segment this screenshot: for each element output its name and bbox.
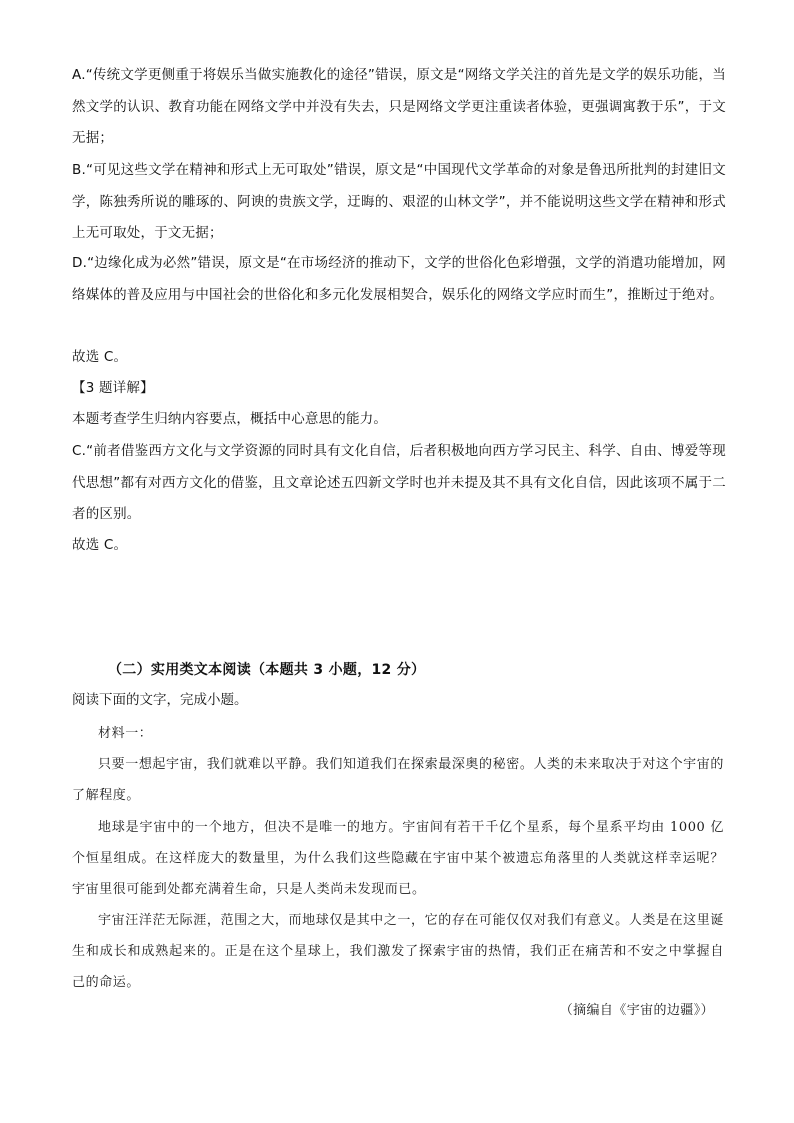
answer-conclusion-2 <box>72 530 726 562</box>
material-paragraph-1 <box>72 749 724 811</box>
detail-description <box>72 404 726 436</box>
answer-conclusion-2-text: 故选 C。 <box>72 537 128 553</box>
detail-description-text: 本题考查学生归纳内容要点，概括中心意思的能力。 <box>72 411 388 427</box>
material-paragraph-2 <box>72 812 724 905</box>
material-source: （摘编自《宇宙的边疆》） <box>559 1003 714 1018</box>
analysis-option-a-text: A.“传统文学更侧重于将娱乐当做实施教化的途径”错误，原文是“网络文学关注的首先是文学的娱乐功能，当然文学的认识、教育功能在网络文学中并没有失去，只是网络文学更注重读者体验，更强调寓教于乐”，于文无据； <box>72 67 726 146</box>
reading-instruction: 阅读下面的文字，完成小题。 <box>72 692 248 708</box>
material-paragraph-3-text: 宇宙汪洋茫无际涯，范围之大，而地球仅是其中之一，它的存在可能仅仅对我们有意义。人类是在这里诞生和成长和成熟起来的。正是在这个星球上，我们激发了探索宇宙的热情，我们正在痛苦和不安之中掌握自己的命运。 <box>72 913 724 990</box>
analysis-option-a <box>72 60 726 155</box>
answer-conclusion-1 <box>72 342 726 374</box>
analysis-option-d <box>72 248 726 311</box>
detail-heading <box>72 373 726 405</box>
analysis-option-d-text: D.“边缘化成为必然”错误，原文是“在市场经济的推动下，文学的世俗化色彩增强，文学的消遣功能增加，网络媒体的普及应用与中国社会的世俗化和多元化发展相契合，娱乐化的网络文学应时而生”，推断过于绝对。 <box>72 255 726 303</box>
material-label <box>72 718 724 749</box>
material-paragraph-1-text: 只要一想起宇宙，我们就难以平静。我们知道我们在探索最深奥的秘密。人类的未来取决于对这个宇宙的了解程度。 <box>72 757 724 803</box>
material-label-text: 材料一： <box>98 726 153 741</box>
analysis-option-c-text: C.“前者借鉴西方文化与文学资源的同时具有文化自信，后者积极地向西方学习民主、科学、自由、博爱等现代思想”都有对西方文化的借鉴，且文章论述五四新文学时也并未提及其不具有文化自信，因此该项不属于二者的区别。 <box>72 443 726 522</box>
detail-heading-text: 【3 题详解】 <box>72 380 154 396</box>
analysis-option-c <box>72 436 726 531</box>
analysis-option-b <box>72 155 726 250</box>
section-heading: （二）实用类文本阅读（本题共 3 小题，12 分） <box>108 662 426 678</box>
analysis-option-b-text: B.“可见这些文学在精神和形式上无可取处”错误，原文是“中国现代文学革命的对象是鲁迅所批判的封建旧文学，陈独秀所说的雕琢的、阿谀的贵族文学，迂晦的、艰涩的山林文学”，并不能说明这些文学在精神和形式上无可取处，于文无据； <box>72 162 726 241</box>
material-paragraph-2-text: 地球是宇宙中的一个地方，但决不是唯一的地方。宇宙间有若干千亿个星系，每个星系平均由 1000 亿个恒星组成。在这样庞大的数量里，为什么我们这些隐藏在宇宙中某个被遗忘角落里的人类就这样幸运呢？宇宙里很可能到处都充满着生命，只是人类尚未发现而已。 <box>72 820 724 897</box>
material-paragraph-3 <box>72 905 724 998</box>
answer-conclusion-1-text: 故选 C。 <box>72 349 128 365</box>
